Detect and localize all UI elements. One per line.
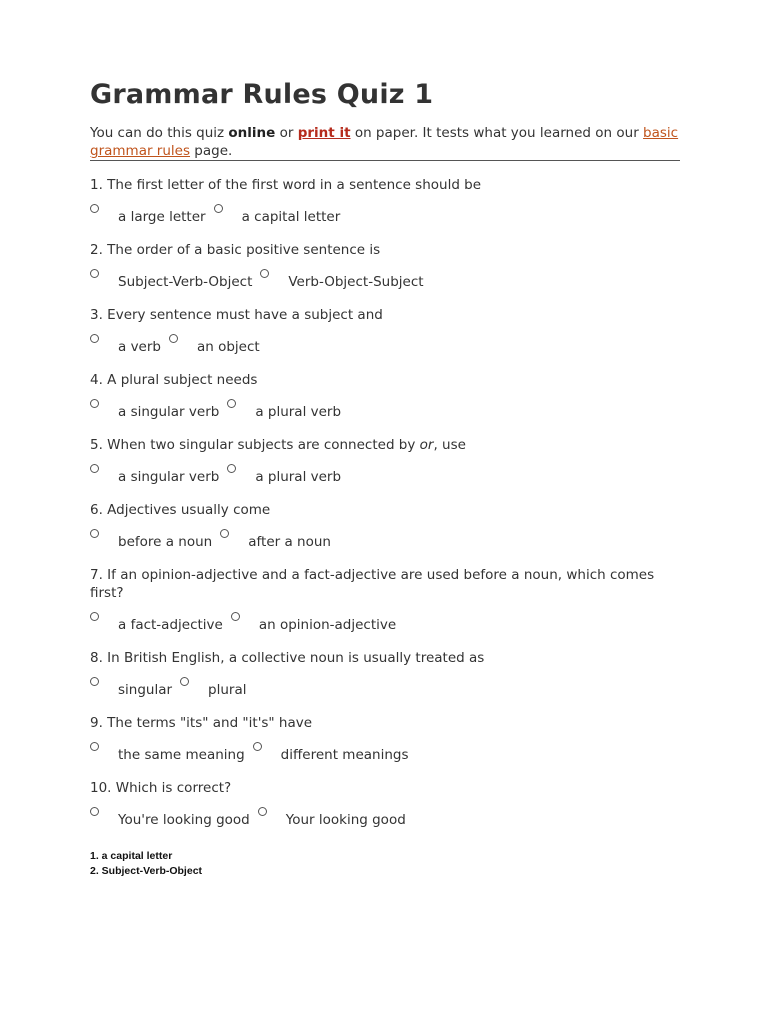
option-label: an object <box>196 339 260 355</box>
option-2[interactable] <box>253 746 411 764</box>
option-1[interactable] <box>90 811 252 829</box>
question-text: 10. Which is correct? <box>90 780 232 796</box>
option-1[interactable] <box>90 616 225 634</box>
question-text: 8. In British English, a collective noun is usually treated as <box>90 650 485 666</box>
option-label: a large letter <box>118 209 206 225</box>
radio-button[interactable] <box>227 464 236 473</box>
option-2[interactable] <box>258 811 408 829</box>
option-label: Your looking good <box>285 812 406 828</box>
option-label: singular <box>118 682 173 698</box>
option-1[interactable] <box>90 403 221 421</box>
option-label: an opinion-adjective <box>258 617 397 633</box>
question-text: 3. Every sentence must have a subject and <box>90 307 383 323</box>
radio-button[interactable] <box>90 204 99 213</box>
question-9 <box>90 714 680 764</box>
answer-options <box>90 533 680 551</box>
option-1[interactable] <box>90 208 208 226</box>
question-5 <box>90 436 680 486</box>
radio-button[interactable] <box>258 807 267 816</box>
option-2[interactable] <box>227 468 343 486</box>
question-text: 6. Adjectives usually come <box>90 502 271 518</box>
radio-button[interactable] <box>90 269 99 278</box>
radio-button[interactable] <box>253 742 262 751</box>
answer-options <box>90 338 680 356</box>
basic-grammar-rules-link[interactable]: basic grammar rules <box>90 125 679 159</box>
option-2[interactable] <box>227 403 343 421</box>
answer-options <box>90 273 680 291</box>
question-4 <box>90 371 680 421</box>
question-8 <box>90 649 680 699</box>
radio-button[interactable] <box>90 807 99 816</box>
radio-button[interactable] <box>90 399 99 408</box>
radio-button[interactable] <box>260 269 269 278</box>
page-title: Grammar Rules Quiz 1 <box>90 79 434 110</box>
radio-button[interactable] <box>90 334 99 343</box>
option-label: a singular verb <box>118 469 220 485</box>
radio-button[interactable] <box>90 612 99 621</box>
option-label: different meanings <box>280 747 409 763</box>
question-7 <box>90 566 680 634</box>
option-label: the same meaning <box>118 747 245 763</box>
radio-button[interactable] <box>90 677 99 686</box>
online-emphasis: online <box>228 125 276 141</box>
question-1 <box>90 176 680 226</box>
answer-options <box>90 616 680 634</box>
question-2 <box>90 241 680 291</box>
intro-paragraph: You can do this quiz online or print it on paper. It tests what you learned on our basic grammar rules page. <box>90 125 679 159</box>
radio-button[interactable] <box>214 204 223 213</box>
option-2[interactable] <box>169 338 262 356</box>
option-1[interactable] <box>90 681 174 699</box>
answer-options <box>90 208 680 226</box>
option-1[interactable] <box>90 468 221 486</box>
answer-key <box>90 849 680 879</box>
radio-button[interactable] <box>169 334 178 343</box>
radio-button[interactable] <box>90 742 99 751</box>
option-2[interactable] <box>214 208 343 226</box>
radio-button[interactable] <box>90 529 99 538</box>
option-label: a singular verb <box>118 404 220 420</box>
option-label: before a noun <box>118 534 213 550</box>
option-label: a capital letter <box>241 209 341 225</box>
option-label: You're looking good <box>118 812 250 828</box>
option-1[interactable] <box>90 746 247 764</box>
question-text: 9. The terms "its" and "it's" have <box>90 715 313 731</box>
option-label: Verb-Object-Subject <box>288 274 424 290</box>
print-it-link[interactable]: print it <box>297 125 351 141</box>
option-2[interactable] <box>220 533 333 551</box>
answer-options <box>90 403 680 421</box>
radio-button[interactable] <box>90 464 99 473</box>
radio-button[interactable] <box>231 612 240 621</box>
question-text: 2. The order of a basic positive sentence is <box>90 242 381 258</box>
option-label: a verb <box>118 339 161 355</box>
radio-button[interactable] <box>220 529 229 538</box>
option-label: after a noun <box>248 534 331 550</box>
question-10 <box>90 779 680 829</box>
answer-options <box>90 746 680 764</box>
answer-options <box>90 811 680 829</box>
radio-button[interactable] <box>227 399 236 408</box>
answer-options <box>90 468 680 486</box>
question-3 <box>90 306 680 356</box>
option-label: a plural verb <box>255 404 342 420</box>
quiz-page <box>90 78 680 879</box>
option-1[interactable] <box>90 533 214 551</box>
question-text: 5. When two singular subjects are connected by or, use <box>90 437 466 453</box>
option-2[interactable] <box>260 273 425 291</box>
answer-options <box>90 681 680 699</box>
option-1[interactable] <box>90 273 254 291</box>
option-label: a plural verb <box>255 469 342 485</box>
answer-line: 1. a capital letter <box>90 850 173 862</box>
question-text: 7. If an opinion-adjective and a fact-adjective are used before a noun, which comes first? <box>90 567 655 601</box>
answer-line: 2. Subject-Verb-Object <box>90 865 203 877</box>
option-label: plural <box>208 682 247 698</box>
question-text: 1. The first letter of the first word in a sentence should be <box>90 177 482 193</box>
question-6 <box>90 501 680 551</box>
question-text: 4. A plural subject needs <box>90 372 258 388</box>
option-2[interactable] <box>180 681 248 699</box>
option-2[interactable] <box>231 616 398 634</box>
option-label: Subject-Verb-Object <box>118 274 253 290</box>
option-1[interactable] <box>90 338 163 356</box>
option-label: a fact-adjective <box>118 617 223 633</box>
radio-button[interactable] <box>180 677 189 686</box>
